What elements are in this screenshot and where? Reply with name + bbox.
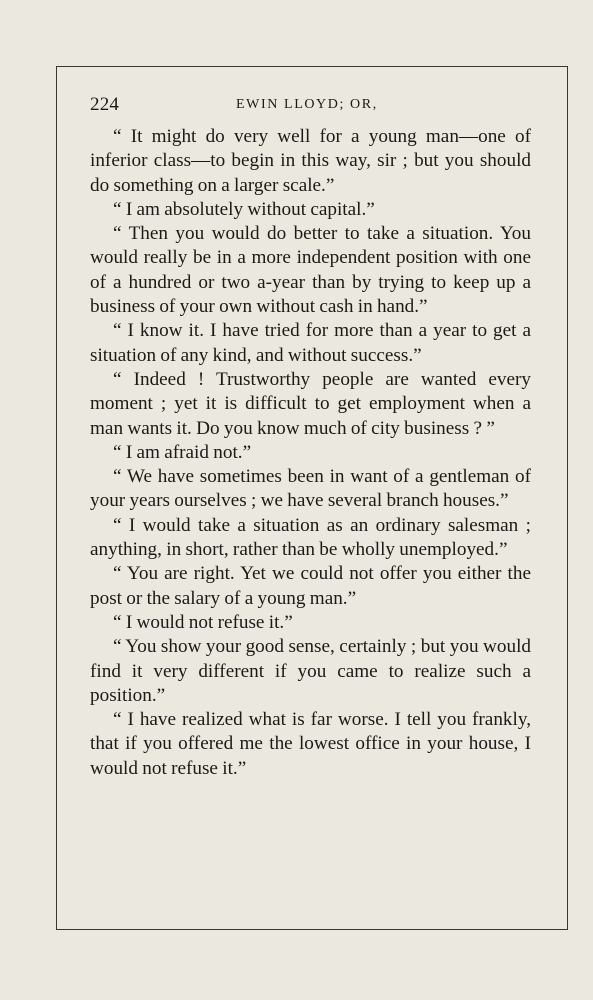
page-header <box>90 94 540 118</box>
paragraph: “ Indeed ! Trustworthy people are wanted every moment ; yet it is difficult to get employment when a man wants it. Do you know much of city business ? ” <box>90 368 531 439</box>
paragraph: “ Then you would do better to take a situation. You would really be in a more independent position with one of a hundred or two a-year than by trying to keep up a business of your own without cash in hand.” <box>90 223 531 318</box>
paragraph: “ We have sometimes been in want of a gentleman of your years ourselves ; we have several branch houses.” <box>90 466 531 512</box>
paragraph: “ I have realized what is far worse. I tell you frankly, that if you offered me the lowest office in your house, I would not refuse it.” <box>90 709 531 779</box>
paragraph: “ I am absolutely without capital.” <box>113 198 375 220</box>
paragraph: “ You are right. Yet we could not offer you either the post or the salary of a young man.” <box>90 563 531 609</box>
paragraph: “ I know it. I have tried for more than a year to get a situation of any kind, and without success.” <box>90 320 531 366</box>
body-text <box>90 125 531 781</box>
paragraph: “ I would take a situation as an ordinary salesman ; anything, in short, rather than be wholly unemployed.” <box>90 514 531 561</box>
paragraph: “ It might do very well for a young man—one of inferior class—to begin in this way, sir ; but you should do something on a larger scale.” <box>90 126 531 196</box>
paragraph: “ You show your good sense, certainly ; but you would find it very different if you came to realize such a position.” <box>90 636 531 706</box>
paragraph: “ I am afraid not.” <box>113 441 252 463</box>
running-head: EWIN LLOYD; OR, <box>236 97 378 112</box>
paragraph: “ I would not refuse it.” <box>113 611 293 633</box>
page-number: 224 <box>90 94 120 115</box>
